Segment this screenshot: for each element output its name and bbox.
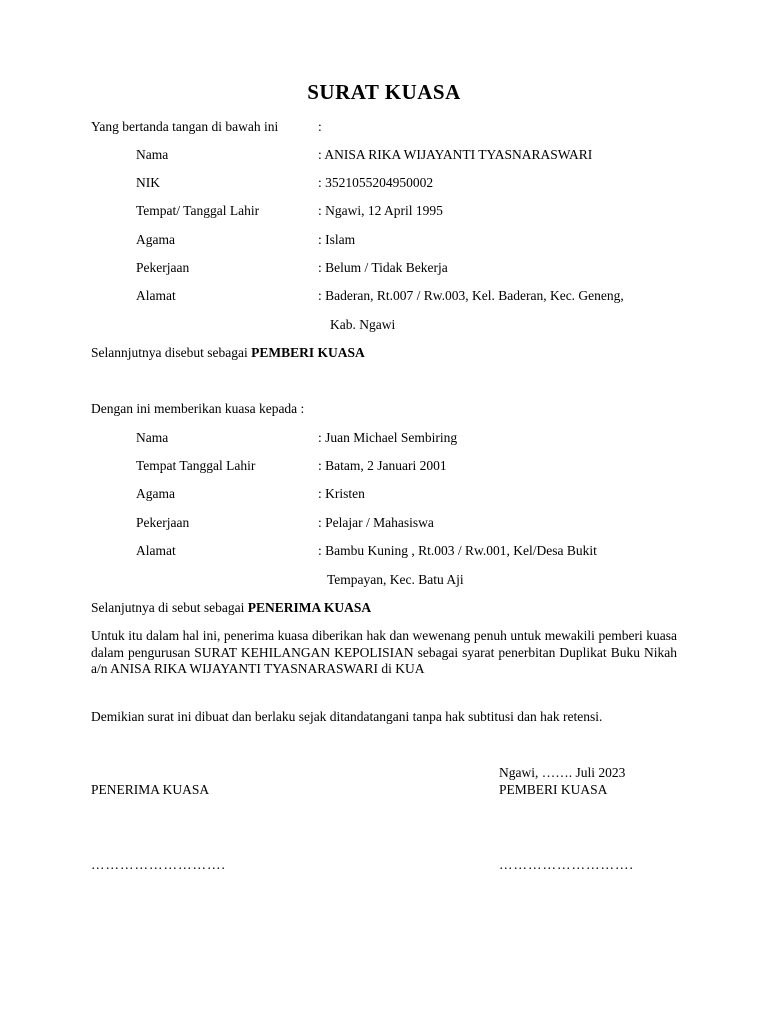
penerima-alamat-label: Alamat <box>136 543 176 558</box>
penerima-pekerjaan-value: : Pelajar / Mahasiswa <box>318 515 434 530</box>
penerima-closing-prefix: Selanjutnya di sebut sebagai <box>91 600 248 615</box>
pemberi-pekerjaan-label: Pekerjaan <box>136 260 190 275</box>
pemberi-pekerjaan-value: : Belum / Tidak Bekerja <box>318 260 448 275</box>
pemberi-nik-value: : 3521055204950002 <box>318 175 434 190</box>
pemberi-nik-label: NIK <box>136 175 160 190</box>
penerima-ttl-value: : Batam, 2 Januari 2001 <box>318 458 447 473</box>
pemberi-alamat-label: Alamat <box>136 288 176 303</box>
signature-left-line: ………………………. <box>91 857 226 872</box>
pemberi-ttl-label: Tempat/ Tanggal Lahir <box>136 203 260 218</box>
closing-paragraph: Demikian surat ini dibuat dan berlaku sejak ditandatangani tanpa hak subtitusi dan hak retensi. <box>91 709 603 724</box>
penerima-pekerjaan-label: Pekerjaan <box>136 515 190 530</box>
pemberi-agama-value: : Islam <box>318 232 356 247</box>
signature-right-line: ………………………. <box>499 857 634 872</box>
pemberi-alamat-value: : Baderan, Rt.007 / Rw.003, Kel. Baderan, Kec. Geneng, <box>318 288 624 303</box>
penerima-agama-value: : Kristen <box>318 486 365 501</box>
signature-place-date: Ngawi, ……. Juli 2023 <box>499 765 626 780</box>
body-paragraph: Untuk itu dalam hal ini, penerima kuasa diberikan hak dan wewenang penuh untuk mewakili pemberi kuasa dalam pengurusan SURAT KEHILANGAN KEPOLISIAN sebagai syarat penerbitan Duplikat Buku Nikah a/n ANISA RIKA WIJAYANTI TYASNARASWARI di KUA <box>91 628 677 676</box>
document-title: SURAT KUASA <box>307 80 461 104</box>
penerima-nama-label: Nama <box>136 430 169 445</box>
pemberi-nama-value: : ANISA RIKA WIJAYANTI TYASNARASWARI <box>318 147 593 162</box>
penerima-agama-label: Agama <box>136 486 175 501</box>
penerima-alamat-value: : Bambu Kuning , Rt.003 / Rw.001, Kel/Desa Bukit <box>318 543 597 558</box>
penerima-closing <box>91 600 371 616</box>
penerima-nama-value: : Juan Michael Sembiring <box>318 430 458 445</box>
intro-label: Yang bertanda tangan di bawah ini <box>91 119 279 134</box>
pemberi-agama-label: Agama <box>136 232 175 247</box>
signature-left-label: PENERIMA KUASA <box>91 782 210 797</box>
penerima-alamat-cont: Tempayan, Kec. Batu Aji <box>327 572 464 587</box>
signature-right-label: PEMBERI KUASA <box>499 782 608 797</box>
pemberi-nama-label: Nama <box>136 147 169 162</box>
pemberi-ttl-value: : Ngawi, 12 April 1995 <box>318 203 443 218</box>
intro-colon: : <box>318 119 322 134</box>
penerima-closing-role: PENERIMA KUASA <box>247 600 372 615</box>
pemberi-closing <box>91 345 365 361</box>
pemberi-alamat-cont: Kab. Ngawi <box>330 317 396 332</box>
penerima-ttl-label: Tempat Tanggal Lahir <box>136 458 256 473</box>
pemberi-closing-prefix: Selannjutnya disebut sebagai <box>91 345 252 360</box>
pemberi-closing-role: PEMBERI KUASA <box>251 345 365 360</box>
penerima-intro: Dengan ini memberikan kuasa kepada : <box>91 401 305 416</box>
